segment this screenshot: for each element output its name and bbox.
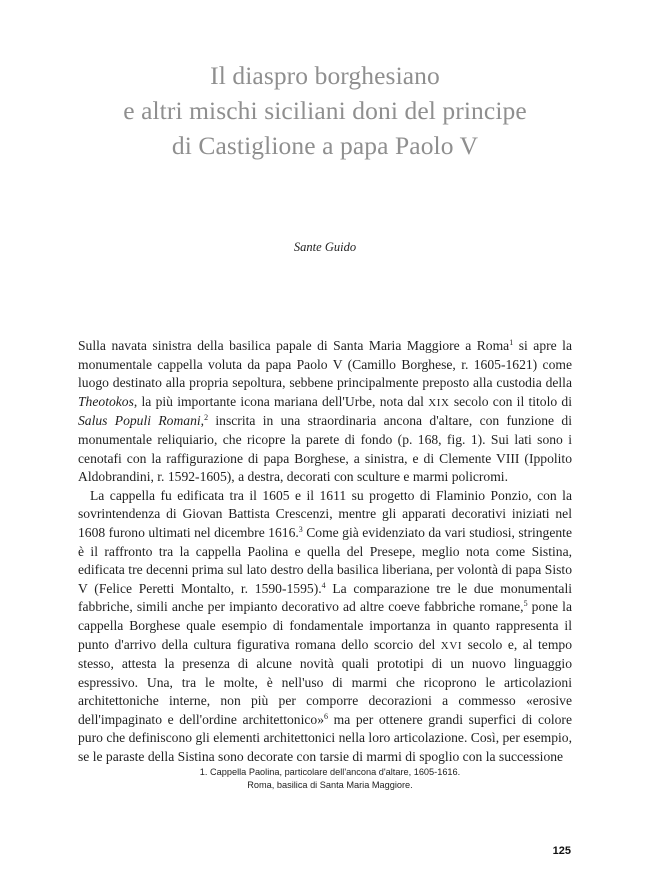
p1-text-3: , la più importante icona mariana dell'Urbe, nota dal xyxy=(133,393,429,409)
title-line-3: di Castiglione a papa Paolo V xyxy=(171,131,479,160)
author-name: Sante Guido xyxy=(293,240,357,254)
p1-text-4: secolo con il titolo di xyxy=(449,393,572,409)
footnote-ref-5: 5 xyxy=(523,599,528,609)
figure-caption xyxy=(120,766,540,791)
p1-italic-salus: Salus Populi Romani xyxy=(78,413,201,429)
paragraph-2 xyxy=(78,487,572,767)
article-body xyxy=(78,337,572,767)
p1-text-1: Sulla navata sinistra della basilica papale di Santa Maria Maggiore a Roma xyxy=(78,338,510,353)
caption-line-1: 1. Cappella Paolina, particolare dell'ancona d'altare, 1605-1616. xyxy=(199,767,461,777)
paragraph-1 xyxy=(78,337,572,487)
p2-text-2: Come già evidenziato da vari studiosi, stringente è il raffronto tra la cappella Paolina e quella del Presepe, meglio nota come Sistina, edificata tre decenni prima sul lato destro della basilica liberiana, per volontà di papa Sisto V (Felice Peretti Montalto, r. 1590-1595). xyxy=(78,524,572,596)
page-number: 125 xyxy=(552,845,571,857)
p1-italic-theotokos: Theotokos xyxy=(78,393,134,409)
p1-text-2: si apre la monumentale cappella voluta da papa Paolo V (Camillo Borghese, r. 1605-1621) come luogo destinato alla propria sepoltura, sebbene principalmente preposto alla custodia della xyxy=(78,338,572,391)
p1-text-5: , xyxy=(200,413,205,429)
caption-line-2: Roma, basilica di Santa Maria Maggiore. xyxy=(247,779,413,790)
footnote-ref-6: 6 xyxy=(324,711,329,721)
footnote-ref-3: 3 xyxy=(298,524,303,534)
title-line-2: e altri mischi siciliani doni del principe xyxy=(123,96,527,125)
p1-text-6: inscrita in una straordinaria ancona d'altare, con funzione di monumentale reliquiario, che ricopre la parete di fondo (p. 168, fig. 1). Sui lati sono i cenotafi con la raffigurazione di papa Borghese, a sinistra, e di Clemente VIII (Ippolito Aldobrandini, r. 1592-1605), a destra, decorati con sculture e marmi policromi. xyxy=(78,413,572,485)
footnote-ref-1: 1 xyxy=(509,338,514,347)
title-line-1: Il diaspro borghesiano xyxy=(210,61,440,90)
p2-text-4: pone la cappella Borghese quale esempio di fondamentale importanza in quanto rappresenta il punto d'arrivo della cultura figurativa romana dello scorcio del xyxy=(78,599,572,652)
p2-text-5: secolo e, al tempo stesso, attesta la presenza di alcune novità quali prototipi di un nuovo linguaggio espressivo. Una, tra le molte, è nell'uso di marmi che ricoprono le articolazioni architettoniche interne, non più per comporre decorazioni a commesso «erosive dell'impaginato e dell'ordine architettonico» xyxy=(78,636,572,727)
article-title xyxy=(60,58,590,163)
footnote-ref-4: 4 xyxy=(321,580,326,590)
footnote-ref-2: 2 xyxy=(204,413,209,423)
p2-text-3: La comparazione tre le due monumentali fabbriche, simili anche per impianto decorativo ad altre coeve fabbriche romane, xyxy=(78,580,573,615)
p1-century-numeral: XIX xyxy=(428,396,450,409)
p2-century-numeral: XVI xyxy=(440,639,463,652)
p2-text-6: ma per ottenere grandi superfici di colore puro che definiscono gli elementi architettonici nella loro articolazione. Così, per esempio, se le paraste della Sistina sono decorate con tarsie di marmi di spoglio con la successione xyxy=(78,711,572,765)
p2-text-1: La cappella fu edificata tra il 1605 e il 1611 su progetto di Flaminio Ponzio, con la sovrintendenza di Giovan Battista Crescenzi, mentre gli apparati decorativi iniziati nel 1608 furono ultimati nel dicembre 1616. xyxy=(78,487,572,540)
